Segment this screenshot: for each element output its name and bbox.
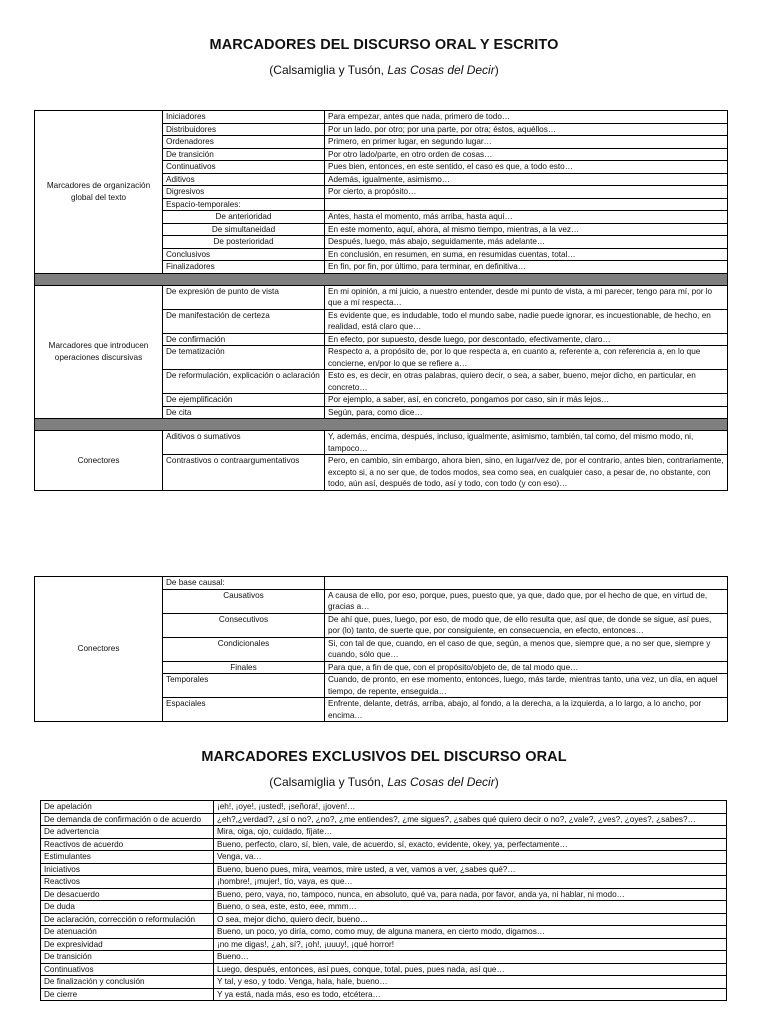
marker-examples: Por cierto, a propósito… xyxy=(325,186,728,199)
table-row xyxy=(35,577,728,590)
page-title: MARCADORES DEL DISCURSO ORAL Y ESCRITO xyxy=(209,37,559,53)
marker-examples: Respecto a, a propósito de, por lo que respecta a, en cuanto a, referente a, con referencia a, en lo que concierne, en/por lo que se refiere a… xyxy=(325,346,728,370)
marker-type: De transición xyxy=(163,148,325,161)
marker-type: De anterioridad xyxy=(163,211,325,224)
marker-type: De posterioridad xyxy=(163,236,325,249)
marker-examples: Y, además, encima, después, incluso, igualmente, asimismo, también, tal como, del mismo modo, ni, tampoco… xyxy=(325,431,728,455)
marker-type: Espacio-temporales: xyxy=(163,198,325,211)
marker-examples: Y tal, y eso, y todo. Venga, hala, hale, bueno… xyxy=(214,976,727,989)
marker-examples: Bueno, o sea, este, esto, eee, mmm… xyxy=(214,901,727,914)
separator-bar xyxy=(35,419,728,431)
marker-type: De ejemplificación xyxy=(163,394,325,407)
marker-examples: O sea, mejor dicho, quiero decir, bueno… xyxy=(214,913,727,926)
marker-type: Estimulantes xyxy=(41,851,214,864)
marker-type: De apelación xyxy=(41,801,214,814)
marker-type: Iniciadores xyxy=(163,111,325,124)
marker-type: Condicionales xyxy=(163,637,325,661)
table-row xyxy=(41,813,727,826)
marker-type: De base causal: xyxy=(163,577,325,590)
table-row xyxy=(41,913,727,926)
marker-examples xyxy=(325,198,728,211)
marker-type: Consecutivos xyxy=(163,613,325,637)
marker-examples: Antes, hasta el momento, más arriba, hasta aquí… xyxy=(325,211,728,224)
marker-type: De advertencia xyxy=(41,826,214,839)
marker-type: Finalizadores xyxy=(163,261,325,274)
table-row xyxy=(41,826,727,839)
marker-type: De confirmación xyxy=(163,333,325,346)
table-row xyxy=(41,851,727,864)
marker-examples: Por ejemplo, a saber, así, en concreto, pongamos por caso, sin ir más lejos… xyxy=(325,394,728,407)
marker-examples: Si, con tal de que, cuando, en el caso de que, según, a menos que, siempre que, a no ser que, siempre y cuando, sólo que… xyxy=(325,637,728,661)
table-row xyxy=(41,976,727,989)
marker-examples: Enfrente, delante, detrás, arriba, abajo, al fondo, a la derecha, a la izquierda, a lo largo, a lo ancho, por encima… xyxy=(325,698,728,722)
separator-row xyxy=(35,419,728,431)
marker-examples: Esto es, es decir, en otras palabras, quiero decir, o sea, a saber, bueno, mejor dicho, en particular, en concreto… xyxy=(325,370,728,394)
marker-type: Digresivos xyxy=(163,186,325,199)
marker-examples: A causa de ello, por eso, porque, pues, puesto que, ya que, dado que, por el hecho de que, en virtud de, gracias a… xyxy=(325,589,728,613)
marker-type: De expresión de punto de vista xyxy=(163,285,325,309)
marker-examples: Es evidente que, es indudable, todo el mundo sabe, nadie puede ignorar, es incuestionable, de hecho, en realidad, está claro que… xyxy=(325,309,728,333)
marker-examples: Luego, después, entonces, así pues, conque, total, pues, pues nada, así que… xyxy=(214,963,727,976)
marker-type: Continuativos xyxy=(163,161,325,174)
marker-examples: Y ya está, nada más, eso es todo, etcétera… xyxy=(214,988,727,1001)
markers-table-2 xyxy=(34,576,728,722)
marker-examples: Después, luego, más abajo, seguidamente, más adelante… xyxy=(325,236,728,249)
table-row xyxy=(41,963,727,976)
marker-type: Finales xyxy=(163,661,325,674)
oral-markers-table xyxy=(40,800,727,1001)
marker-examples: Por otro lado/parte, en otro orden de cosas… xyxy=(325,148,728,161)
table-row xyxy=(41,988,727,1001)
marker-examples: En este momento, aquí, ahora, al mismo tiempo, mientras, a la vez… xyxy=(325,223,728,236)
marker-examples: ¡no me digas!, ¿ah, sí?, ¡oh!, ¡uuuy!, ¡qué horror! xyxy=(214,938,727,951)
group-label: Conectores xyxy=(35,577,163,722)
marker-type: Temporales xyxy=(163,674,325,698)
marker-type: De demanda de confirmación o de acuerdo xyxy=(41,813,214,826)
marker-type: Ordenadores xyxy=(163,136,325,149)
marker-type: Continuativos xyxy=(41,963,214,976)
table-row xyxy=(41,888,727,901)
marker-type: De reformulación, explicación o aclaración xyxy=(163,370,325,394)
group-label: Marcadores de organización global del texto xyxy=(35,111,163,274)
marker-type: De tematización xyxy=(163,346,325,370)
table-row xyxy=(35,285,728,309)
marker-type: De simultaneidad xyxy=(163,223,325,236)
marker-examples: Cuando, de pronto, en ese momento, entonces, luego, más tarde, mientras tanto, una vez, un día, en aquel tiempo, de repente, enseguida… xyxy=(325,674,728,698)
table-row xyxy=(41,801,727,814)
table-row xyxy=(41,951,727,964)
marker-examples: Bueno, perfecto, claro, sí, bien, vale, de acuerdo, sí, exacto, evidente, okey, ya, perfectamente… xyxy=(214,838,727,851)
marker-examples: En mi opinión, a mi juicio, a nuestro entender, desde mi punto de vista, a mi parecer, tengo para mí, por lo que a mí respecta… xyxy=(325,285,728,309)
marker-type: Distribuidores xyxy=(163,123,325,136)
table-row xyxy=(35,431,728,455)
marker-type: Reactivos de acuerdo xyxy=(41,838,214,851)
marker-type: De aclaración, corrección o reformulación xyxy=(41,913,214,926)
marker-examples: Además, igualmente, asimismo… xyxy=(325,173,728,186)
marker-type: Causativos xyxy=(163,589,325,613)
marker-type: Espaciales xyxy=(163,698,325,722)
separator-bar xyxy=(35,273,728,285)
marker-type: De duda xyxy=(41,901,214,914)
marker-examples: Pues bien, entonces, en este sentido, el caso es que, a todo esto… xyxy=(325,161,728,174)
marker-type: De manifestación de certeza xyxy=(163,309,325,333)
table-row xyxy=(41,863,727,876)
section-subtitle-oral: (Calsamiglia y Tusón, Las Cosas del Decir) xyxy=(269,775,499,789)
marker-examples: Bueno, un poco, yo diría, como, como muy, de alguna manera, en cierto modo, digamos… xyxy=(214,926,727,939)
marker-type: Conclusivos xyxy=(163,248,325,261)
marker-type: Aditivos xyxy=(163,173,325,186)
marker-examples: Mira, oiga, ojo, cuidado, fíjate… xyxy=(214,826,727,839)
marker-type: Aditivos o sumativos xyxy=(163,431,325,455)
marker-examples: Según, para, como dice… xyxy=(325,406,728,419)
page-subtitle: (Calsamiglia y Tusón, Las Cosas del Decir) xyxy=(269,63,499,77)
marker-examples: Por un lado, por otro; por una parte, por otra; éstos, aquéllos… xyxy=(325,123,728,136)
table-row xyxy=(41,876,727,889)
separator-row xyxy=(35,273,728,285)
marker-examples: De ahí que, pues, luego, por eso, de modo que, de ello resulta que, así que, de donde se sigue, así pues, por (lo) tanto, de suerte que, por consiguiente, en consecuencia, en efecto, entonces… xyxy=(325,613,728,637)
group-label: Marcadores que introducen operaciones discursivas xyxy=(35,285,163,419)
table-row xyxy=(41,838,727,851)
marker-examples: Bueno… xyxy=(214,951,727,964)
marker-examples: Bueno, pero, vaya, no, tampoco, nunca, en absoluto, qué va, para nada, por favor, anda ya, ni hablar, ni modo… xyxy=(214,888,727,901)
marker-type: De cierre xyxy=(41,988,214,1001)
marker-type: De cita xyxy=(163,406,325,419)
marker-examples: En efecto, por supuesto, desde luego, por descontado, efectivamente, claro… xyxy=(325,333,728,346)
marker-examples: ¿eh?,¿verdad?, ¿sí o no?, ¿no?, ¿me entiendes?, ¿me sigues?, ¿sabes qué quiero decir o no?, ¿vale?, ¿ves?, ¿oyes?, ¿sabes?… xyxy=(214,813,727,826)
table-row xyxy=(35,111,728,124)
marker-type: De transición xyxy=(41,951,214,964)
marker-type: De desacuerdo xyxy=(41,888,214,901)
marker-type: Contrastivos o contraargumentativos xyxy=(163,455,325,491)
marker-examples: En conclusión, en resumen, en suma, en resumidas cuentas, total… xyxy=(325,248,728,261)
marker-examples: Pero, en cambio, sin embargo, ahora bien, sino, en lugar/vez de, por el contrario, antes bien, contrariamente, excepto si, a no ser que, de todos modos, sea como sea, en cualquier caso, a pesar de, no obstante, con todo, aún así, después de todo, así y todo, con todo (y con eso)… xyxy=(325,455,728,491)
marker-type: Iniciativos xyxy=(41,863,214,876)
group-label: Conectores xyxy=(35,431,163,491)
marker-type: De finalización y conclusión xyxy=(41,976,214,989)
marker-examples: Primero, en primer lugar, en segundo lugar… xyxy=(325,136,728,149)
marker-examples: Para empezar, antes que nada, primero de todo… xyxy=(325,111,728,124)
marker-examples: Bueno, bueno pues, mira, veamos, mire usted, a ver, vamos a ver, ¿sabes qué?… xyxy=(214,863,727,876)
table-row xyxy=(41,938,727,951)
marker-type: De atenuación xyxy=(41,926,214,939)
marker-type: Reactivos xyxy=(41,876,214,889)
marker-examples: ¡eh!, ¡oye!, ¡usted!, ¡señora!, ¡joven!… xyxy=(214,801,727,814)
marker-examples: ¡hombre!, ¡mujer!, tío, vaya, es que… xyxy=(214,876,727,889)
marker-examples: Para que, a fin de que, con el propósito/objeto de, de tal modo que… xyxy=(325,661,728,674)
marker-type: De expresividad xyxy=(41,938,214,951)
marker-examples: En fin, por fin, por último, para terminar, en definitiva… xyxy=(325,261,728,274)
marker-examples: Venga, va… xyxy=(214,851,727,864)
section-title-oral: MARCADORES EXCLUSIVOS DEL DISCURSO ORAL xyxy=(201,749,567,765)
table-row xyxy=(41,901,727,914)
marker-examples xyxy=(325,577,728,590)
markers-table-1 xyxy=(34,110,728,491)
table-row xyxy=(41,926,727,939)
